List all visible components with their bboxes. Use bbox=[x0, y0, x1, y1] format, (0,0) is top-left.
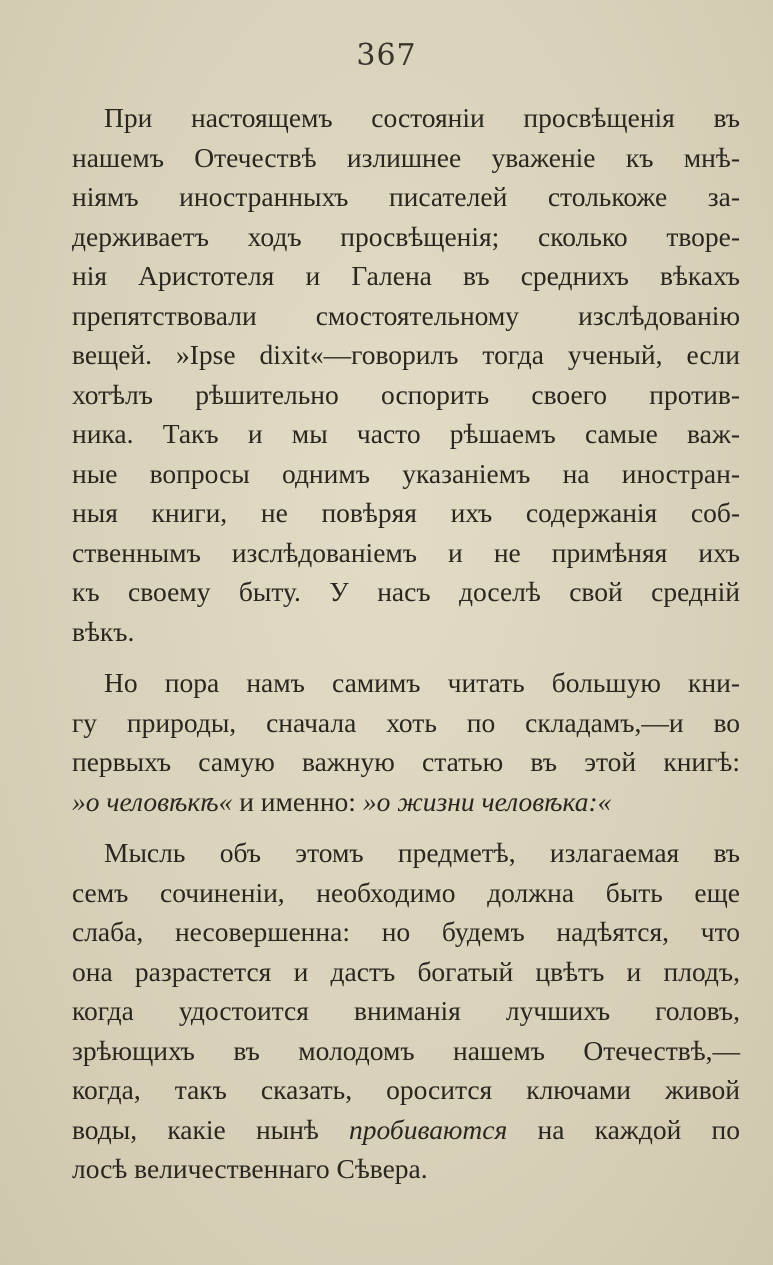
paragraph-2 bbox=[72, 663, 740, 821]
text-line: хотѣлъ рѣшительно оспорить своего против- bbox=[72, 378, 740, 410]
text-line: когда, такъ сказать, оросится ключами живой bbox=[72, 1074, 740, 1105]
text-line: вѣкъ. bbox=[72, 615, 135, 647]
text-line: лосѣ величественнаго Сѣвера. bbox=[72, 1153, 428, 1184]
text-line bbox=[72, 782, 740, 822]
text-line: къ своему быту. У насъ доселѣ свой средній bbox=[72, 576, 740, 607]
text-line: вещей. »Ipse dixit«—говорилъ тогда ученый, если bbox=[72, 339, 740, 370]
italic-phrase: пробиваются bbox=[349, 1113, 508, 1145]
text-line: Мысль объ этомъ предметѣ, излагаемая въ bbox=[104, 837, 740, 868]
text-line: гу природы, сначала хоть по складамъ,—и во bbox=[72, 706, 740, 738]
text-line: ника. Такъ и мы часто рѣшаемъ самые важ- bbox=[72, 418, 740, 449]
italic-phrase: »о жизни человѣка:« bbox=[362, 785, 612, 817]
text-line bbox=[72, 1110, 740, 1150]
text-line: держиваетъ ходъ просвѣщенія; сколько творе- bbox=[72, 220, 740, 252]
text-fragment: на каждой по bbox=[507, 1113, 741, 1145]
text-line: она разрастется и дастъ богатый цвѣтъ и плодъ, bbox=[72, 955, 740, 987]
text-line: слаба, несовершенна: но будемъ надѣятся, что bbox=[72, 916, 740, 947]
text-fragment: и именно: bbox=[232, 785, 363, 817]
paragraph-3 bbox=[72, 833, 740, 1189]
text-line: нашемъ Отечествѣ излишнее уваженіе къ мнѣ- bbox=[72, 141, 740, 173]
text-line: Но пора намъ самимъ читать большую кни- bbox=[104, 667, 740, 698]
page-number: 367 bbox=[356, 38, 417, 73]
italic-phrase: »о человѣкѣ« bbox=[72, 785, 233, 817]
text-line: зрѣющихъ въ молодомъ нашемъ Отечествѣ,— bbox=[72, 1034, 740, 1066]
text-line: когда удостоится вниманія лучшихъ головъ, bbox=[72, 995, 740, 1026]
paragraph-1 bbox=[72, 98, 740, 651]
text-line: ніямъ иностранныхъ писателей столькоже за- bbox=[72, 181, 740, 212]
body-text bbox=[72, 98, 740, 1201]
text-line: нія Аристотеля и Галена въ среднихъ вѣкахъ bbox=[72, 260, 740, 291]
text-line: первыхъ самую важную статью въ этой книгѣ: bbox=[72, 746, 740, 777]
text-line: ственнымъ изслѣдованіемъ и не примѣняя ихъ bbox=[72, 536, 740, 568]
text-line: ные вопросы однимъ указаніемъ на иностран- bbox=[72, 457, 740, 489]
text-fragment: воды, какіе нынѣ bbox=[72, 1113, 350, 1145]
text-line: При настоящемъ состояніи просвѣщенія въ bbox=[104, 102, 740, 133]
text-line: семъ сочиненіи, необходимо должна быть еще bbox=[72, 876, 740, 908]
text-line: ныя книги, не повѣряя ихъ содержанія соб- bbox=[72, 497, 740, 528]
text-line: препятствовали смостоятельному изслѣдованію bbox=[72, 299, 740, 331]
